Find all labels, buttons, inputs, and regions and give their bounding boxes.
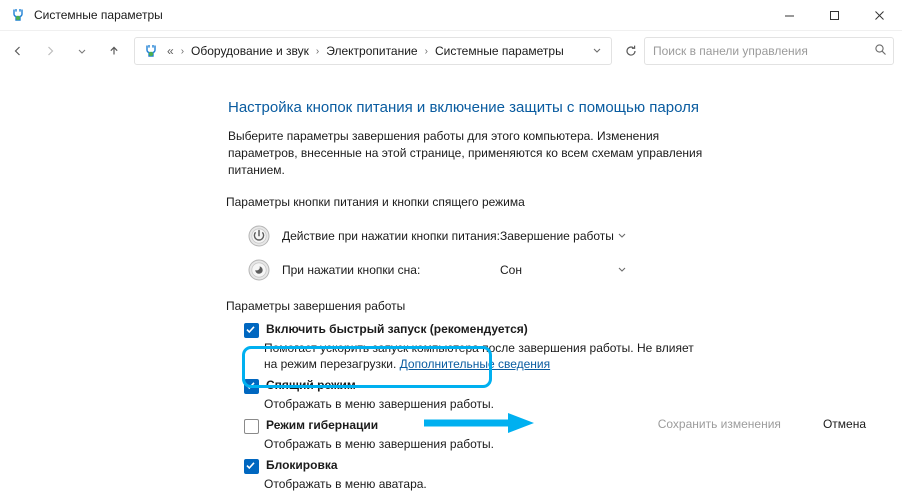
hibernate-description: Отображать в меню завершения работы. [264, 437, 495, 451]
title-bar [0, 0, 902, 31]
navigation-bar [0, 31, 902, 71]
search-box[interactable] [644, 37, 894, 65]
lock-row[interactable] [244, 458, 902, 474]
breadcrumb-system-settings[interactable]: Системные параметры [434, 44, 564, 58]
breadcrumb-power-options[interactable]: Электропитание [326, 44, 418, 58]
breadcrumb-hardware-and-sound[interactable]: Оборудование и звук [191, 44, 309, 58]
dialog-footer [648, 412, 886, 436]
save-button[interactable]: Сохранить изменения [657, 417, 781, 431]
address-bar[interactable] [134, 37, 612, 65]
lock-label: Блокировка [266, 458, 338, 472]
chevron-down-icon[interactable] [587, 44, 607, 58]
page-title: Настройка кнопок питания и включение защиты с помощью пароля [228, 99, 699, 116]
cancel-button[interactable]: Отмена [822, 417, 866, 431]
search-icon [867, 43, 893, 59]
sleep-button-action-select[interactable] [500, 259, 632, 281]
close-button[interactable] [857, 0, 902, 30]
breadcrumb-ellipsis[interactable]: « [167, 44, 174, 58]
chevron-down-icon [616, 229, 628, 243]
hibernate-checkbox[interactable] [244, 419, 259, 434]
fast-startup-checkbox[interactable] [244, 323, 259, 338]
address-right-group [587, 44, 611, 58]
sleep-mode-description: Отображать в меню завершения работы. [264, 397, 495, 411]
forward-button[interactable] [36, 37, 64, 65]
power-button-action-value: Завершение работы [500, 229, 614, 243]
power-section-heading: Параметры кнопки питания и кнопки спящего режима [226, 195, 525, 209]
shutdown-section-heading: Параметры завершения работы [226, 299, 406, 313]
fast-startup-description-text: Помогает ускорить запуск компьютера после завершения работы. Не влияет на режим перезагрузки. [264, 341, 694, 371]
sleep-mode-row[interactable] [244, 378, 902, 394]
recent-locations-button[interactable] [68, 37, 96, 65]
power-button-action-row [246, 219, 902, 253]
sleep-mode-checkbox[interactable] [244, 379, 259, 394]
refresh-button[interactable] [618, 38, 644, 64]
hibernate-label: Режим гибернации [266, 418, 379, 432]
minimize-button[interactable] [767, 0, 812, 30]
search-input[interactable]: Поиск в панели управления [653, 44, 808, 58]
sleep-button-action-value: Сон [500, 263, 522, 277]
up-button[interactable] [100, 37, 128, 65]
save-arrow-annotation [424, 412, 536, 434]
fast-startup-description [264, 340, 708, 372]
sleep-button-icon [246, 257, 272, 283]
maximize-button[interactable] [812, 0, 857, 30]
fast-startup-label: Включить быстрый запуск (рекомендуется) [266, 322, 528, 336]
lock-checkbox[interactable] [244, 459, 259, 474]
back-button[interactable] [4, 37, 32, 65]
power-button-action-select[interactable] [500, 225, 632, 247]
chevron-down-icon [616, 263, 628, 277]
lock-description: Отображать в меню аватара. [264, 477, 427, 491]
breadcrumb-separator: › [180, 45, 185, 57]
sleep-button-action-label: При нажатии кнопки сна: [282, 263, 421, 277]
more-info-link[interactable]: Дополнительные сведения [399, 357, 551, 371]
sleep-mode-label: Спящий режим [266, 378, 356, 392]
breadcrumb-separator: › [315, 45, 320, 57]
address-power-plug-icon [143, 43, 159, 59]
fast-startup-row[interactable] [244, 322, 902, 338]
window-title: Системные параметры [34, 8, 163, 22]
window-controls [767, 0, 902, 30]
power-plug-icon [10, 7, 26, 23]
breadcrumb-separator: › [424, 45, 428, 57]
sleep-button-action-row [246, 253, 902, 287]
power-button-icon [246, 223, 272, 249]
page-intro: Выберите параметры завершения работы для этого компьютера. Изменения параметров, внесенные на этой странице, применяются ко всем схемам управления питанием. [228, 129, 703, 177]
power-button-action-label: Действие при нажатии кнопки питания: [282, 229, 501, 243]
